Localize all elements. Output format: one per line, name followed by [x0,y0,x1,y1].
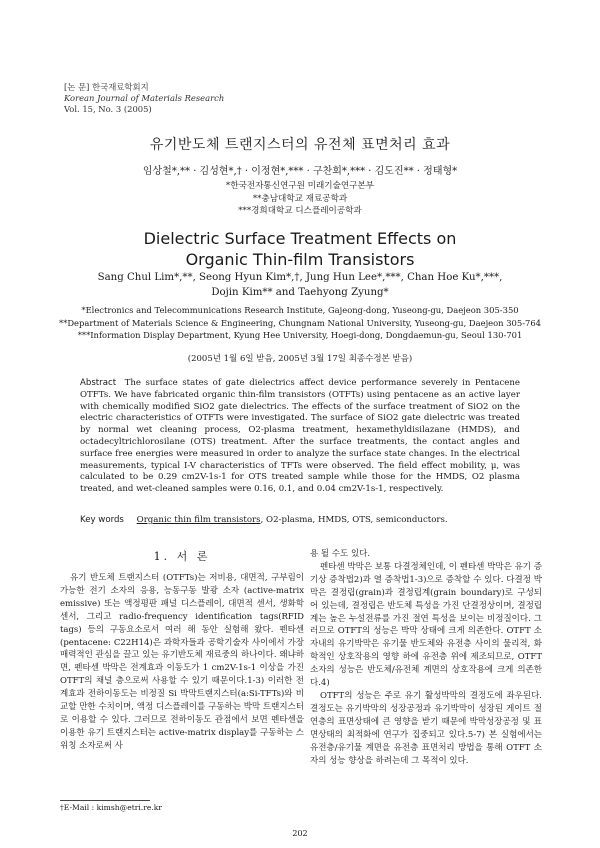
body-left-column [60,572,304,753]
journal-volume: Vol. 15, No. 3 (2005) [64,104,152,114]
korean-affiliation: ***경희대학교 디스플레이공학과 [238,206,362,216]
english-title-line: Organic Thin-film Transistors [185,250,415,269]
korean-affiliation: *한국전자통신연구원 미래기술연구본부 [225,181,375,191]
korean-affiliation: **충남대학교 재료공학과 [252,193,348,204]
english-title-line: Dielectric Surface Treatment Effects on [143,229,457,248]
keywords-rest: , O2-plasma, HMDS, OTS, semiconductors. [260,515,448,525]
english-affiliation: **Department of Materials Science & Engineering, Chungnam National University, Yuseong-gu, Daejeon 305-764 [58,317,542,328]
english-authors [0,270,600,300]
english-affiliation: ***Information Display Department, Kyung Hee University, Hoegi-dong, Dongdaemun-gu, Seoul 130-701 [77,330,523,340]
english-title [0,228,600,270]
abstract [80,378,520,496]
page-number: 202 [292,829,308,838]
keywords-label: Key words [80,515,124,525]
body-right-column [310,548,542,767]
journal-english-name: Korean Journal of Materials Research [64,93,225,103]
abstract-label: Abstract [80,378,117,388]
journal-korean-name: [논 문] 한국재료학회지 [64,82,149,92]
footnote-email: †E-Mail : kimsh@etri.re.kr [60,803,162,812]
footnote-divider [60,800,150,801]
korean-affiliations [0,180,600,218]
body-paragraph: OTFT의 성능은 주로 유기 활성박막의 결정도에 좌우된다. 결정도는 유기박막의 성장공정과 유기박막이 성장된 게이트 절연층의 표면상태에 큰 영향을 받기 때문에 박막성장공정 및 표면상태의 최적화에 연구가 집중되고 있다.5-7) 본 실험에서는 유전층/유기물 계면을 유전층 표면처리 방법을 통해 OTFT 소자의 성능 향상을 하려는데 그 목적이 있다. [310,690,542,766]
abstract-text: The surface states of gate dielectrics affect device performance severely in Pentacene OTFTs. We have fabricated organic thin-film transistors (OTFTs) using pentacene as an active layer with chemically modified SiO2 gate dielectrics. The effects of the surface treatment of SiO2 on the electric characteristics of OTFTs were investigated. The surface of SiO2 gate dielectric was treated by normal wet cleaning process, O2-plasma treatment, hexamethyldisilazane (HMDS), and octadecyltrichlorosilane (OTS) treatment. After the surface treatments, the contact angles and surface free energies were measured in order to analyze the surface state changes. In the electrical measurements, typical I-V characteristics of TFTs were observed. The field effect mobility, μ, was calculated to be 0.29 cm2V-1s-1 for OTS treated sample while those for the HMDS, O2 plasma treated, and wet-cleaned samples were 0.16, 0.1, and 0.04 cm2V-1s-1, respectively. [80,378,520,495]
korean-title: 유기반도체 트랜지스터의 유전체 표면처리 효과 [149,137,451,153]
english-affiliations [0,304,600,342]
body-paragraph: 유기 반도체 트랜지스터 (OTFTs)는 저비용, 대면적, 구부림이 가능한 전기 소자의 응용, 능동구동 발광 소자 (active-matrix emissive) 또는 액정평판 패널 디스플레이, 대면적 센서, 생화학 센서, 그리고 radio-frequency identification tags(RFID tags) 등의 구동요소로서 여러 해 동안 실험해 왔다. 펜타센(pentacene: C22H14)은 과학자들과 공학기술자 사이에서 가장 매력적인 관심을 끌고 있는 유기반도체 재료중의 하나이다. 왜냐하면, 펜타센 박막은 전계효과 이동도가 1 cm2V-1s-1 이상을 가진 OTFT의 채널 층으로써 사용할 수 있기 때문이다.1-3) 이러한 전계효과 전하이동도는 비정질 Si 박막트랜지스터(a:Si-TFTs)와 비교할 만한 수치이며, 액정 디스플레이를 구동하는 박막 트랜지스터로 이용할 수 있다. 그러므로 전하이동도 관점에서 보면 펜타센을 이용한 유기 트랜지스터는 active-matrix display를 구동하는 스위칭 소자로써 사 [60,573,304,751]
english-affiliation: *Electronics and Telecommunications Research Institute, Gajeong-dong, Yuseong-gu, Daejeon 305-350 [81,305,519,315]
keywords [80,515,540,525]
english-authors-line: Dojin Kim** and Taehyong Zyung* [211,287,389,298]
korean-authors: 임상철*,** · 김성현*,† · 이정현*,*** · 구찬회*,*** · 김도진** · 정태형* [142,166,458,177]
body-paragraph: 펜타센 박막은 보통 다결정체인데, 이 펜타센 박막은 유기 증기상 증착법2)과 열 증착법1-3)으로 증착할 수 있다. 다결정 박막은 결정립(grain)과 결정립계(grain boundary)로 구성되어 있는데, 결정립은 반도체 특성을 가진 단결정상이며, 결정립계는 높은 누설전류를 가진 절연 특성을 보이는 비정질이다. 그러므로 OTFT의 성능은 박막 상태에 크게 의존한다. OTFT 소자내의 유기박막은 유기물 반도체와 유전층 사이의 물리적, 화학적인 상호작용의 영향 하에 유전층 위에 제조되므로, OTFT 소자의 성능은 반도체/유전체 계면의 상호작용에 크게 의존한다.4) [310,561,542,689]
received-dates: (2005년 1월 6일 받음, 2005년 3월 17일 최종수정본 받음) [187,354,413,364]
body-paragraph: 용 될 수도 있다. [310,549,371,559]
section-title: 1. 서 론 [153,550,211,563]
journal-header [64,82,224,115]
english-authors-line: Sang Chul Lim*,**, Seong Hyun Kim*,†, Jung Hun Lee*,***, Chan Hoe Ku*,***, [97,272,503,283]
keyword-underlined: Organic thin film transistors [136,515,261,525]
